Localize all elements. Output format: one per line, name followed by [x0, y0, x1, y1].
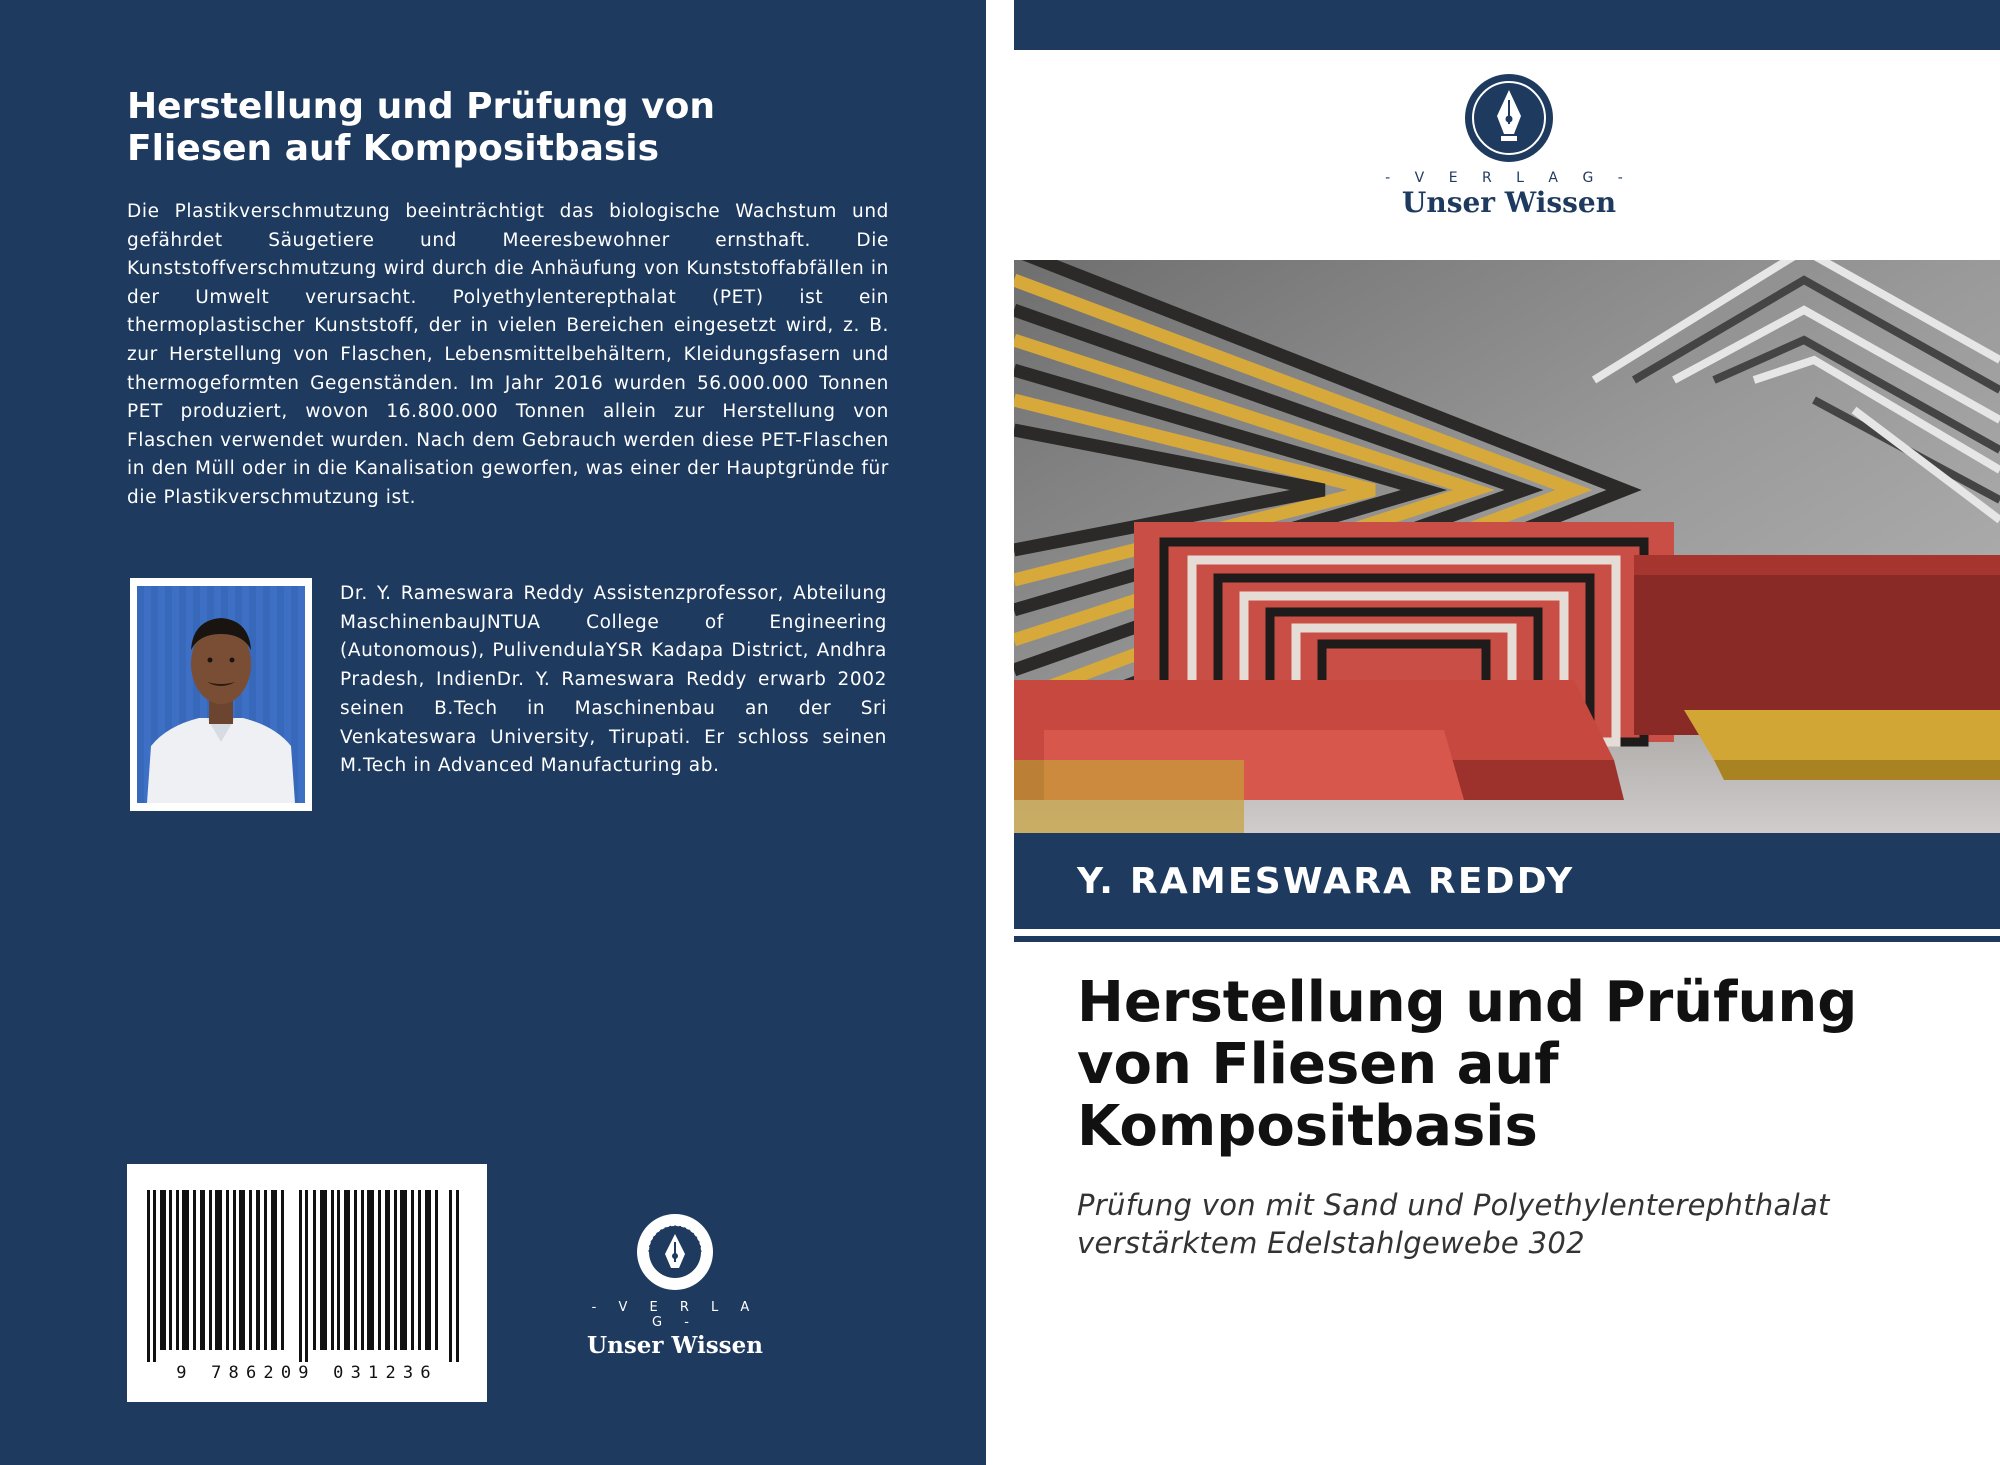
- author-photo: [130, 578, 312, 811]
- author-portrait-image: [137, 586, 305, 803]
- barcode-bars: [147, 1190, 467, 1362]
- publisher-emblem-icon: [635, 1212, 715, 1292]
- back-cover-blurb: Die Plastikverschmutzung beeinträchtigt das biologische Wachstum und gefährdet Säugetiere und Meeresbewohner ernsthaft. Die Kunststoffverschmutzung wird durch die Anhäufung von Kunststoffabfällen in der Umwelt verursacht. Polyethylenterepthalat (PET) ist ein thermoplastischer Kunststoff, der in vielen Bereichen eingesetzt wird, z. B. zur Herstellung von Flaschen, Lebensmittelbehältern, Kleidungsfasern und thermogeformten Gegenständen. Im Jahr 2016 wurden 56.000.000 Tonnen PET produziert, wovon 16.800.000 Tonnen allein zur Herstellung von Flaschen verwendet wurden. Nach dem Gebrauch werden diese PET-Flaschen in den Müll oder in die Kanalisation geworfen, was einer der Hauptgründe für die Plastikverschmutzung ist.: [127, 201, 889, 508]
- spine-gap: [986, 0, 1014, 1465]
- author-band: [1014, 833, 2000, 929]
- publisher-name: Unser Wissen: [587, 1332, 763, 1359]
- front-publisher-logo: [1374, 72, 1644, 222]
- front-cover-subtitle: Prüfung von mit Sand und Polyethylenterephthalat verstärktem Edelstahlgewebe 302: [1077, 1188, 1830, 1260]
- title-divider: [1014, 936, 2000, 942]
- isbn-digits: 9 786209 031236: [176, 1363, 438, 1383]
- back-cover: [0, 0, 986, 1465]
- back-publisher-logo: [580, 1212, 770, 1359]
- publisher-pen-nib-icon: [1463, 72, 1555, 164]
- publisher-verlag-label: - V E R L A G -: [591, 1300, 759, 1330]
- author-bio: Dr. Y. Rameswara Reddy Assistenzprofessor, Abteilung MaschinenbauJNTUA College of Engineering (Autonomous), PulivendulaYSR Kadapa District, Andhra Pradesh, IndienDr. Y. Rameswara Reddy erwarb 2002 seinen B.Tech in Maschinenbau an der Sri Venkateswara University, Tirupati. Er schloss seinen M.Tech in Advanced Manufacturing ab.: [340, 583, 887, 777]
- isbn-barcode: [127, 1164, 487, 1402]
- front-cover-title: Herstellung und Prüfung von Fliesen auf Kompositbasis: [1077, 970, 1858, 1159]
- cover-illustration: [1014, 260, 2000, 833]
- front-publisher-verlag-label: - V E R L A G -: [1385, 170, 1633, 186]
- front-cover: [1014, 0, 2000, 1465]
- front-author-name: Y. RAMESWARA REDDY: [1077, 861, 1575, 902]
- back-cover-title: Herstellung und Prüfung von Fliesen auf Kompositbasis: [127, 86, 715, 169]
- front-top-bar: [1014, 0, 2000, 50]
- front-publisher-name: Unser Wissen: [1401, 186, 1617, 219]
